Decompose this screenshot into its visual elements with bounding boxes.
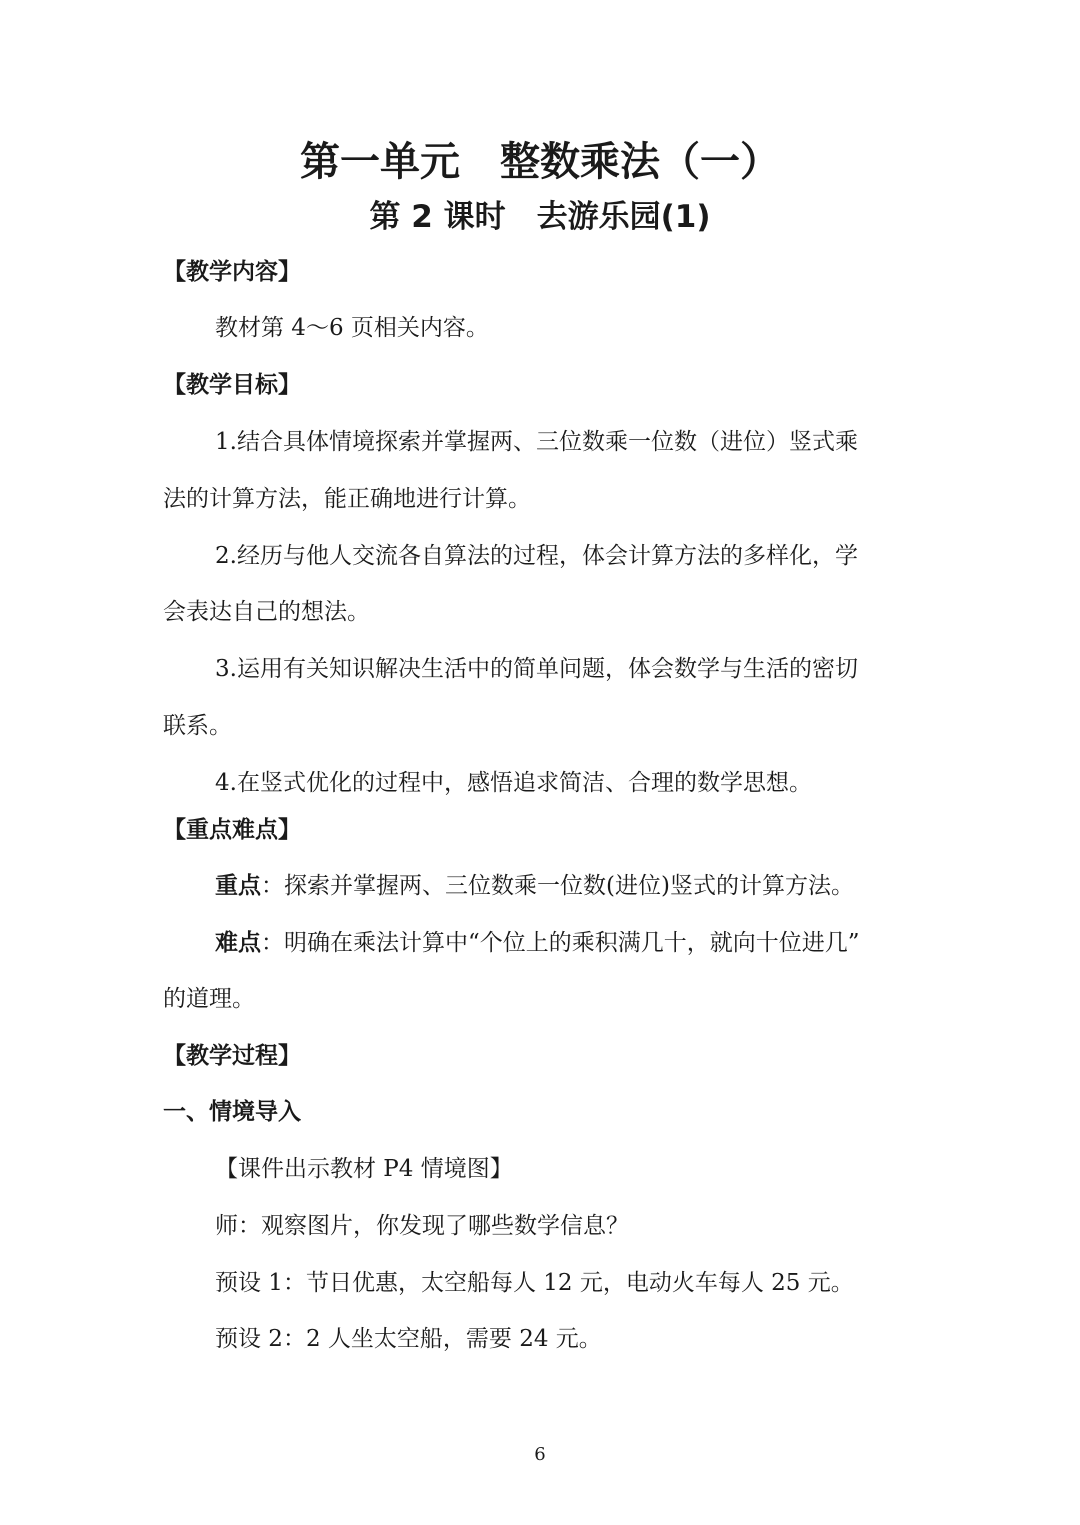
step-1-heading: 一、情境导入 [163,1099,301,1125]
difficulty-text: ：明确在乘法计算中“个位上的乘积满几十，就向十位进几” [261,930,860,956]
goal-3-line-2: 联系。 [163,713,232,739]
key-label: 重点 [215,873,261,899]
goals-heading: 【教学目标】 [163,372,301,398]
goal-2-line-2: 会表达自己的想法。 [163,599,370,625]
page-number: 6 [534,1444,546,1465]
key-heading: 【重点难点】 [163,817,301,843]
difficulty-point [215,928,860,958]
goal-1-line-2: 法的计算方法，能正确地进行计算。 [163,486,531,512]
goal-3-line-1: 3.运用有关知识解决生活中的简单问题，体会数学与生活的密切 [215,656,858,682]
teacher-question: 师：观察图片，你发现了哪些数学信息？ [215,1213,629,1239]
key-point [215,871,854,901]
content-text: 教材第 4～6 页相关内容。 [215,315,489,341]
lesson-subtitle: 第 2 课时 去游乐园(1) [369,199,711,235]
goal-4: 4.在竖式优化的过程中，感悟追求简洁、合理的数学思想。 [215,770,812,796]
preset-2: 预设 2：2 人坐太空船，需要 24 元。 [215,1326,602,1352]
goal-2-line-1: 2.经历与他人交流各自算法的过程，体会计算方法的多样化，学 [215,543,858,569]
goal-1-line-1: 1.结合具体情境探索并掌握两、三位数乘一位数（进位）竖式乘 [215,429,858,455]
preset-1: 预设 1：节日优惠，太空船每人 12 元，电动火车每人 25 元。 [215,1270,854,1296]
difficulty-text-line-2: 的道理。 [163,986,255,1012]
content-heading: 【教学内容】 [163,259,301,285]
process-heading: 【教学过程】 [163,1043,301,1069]
difficulty-label: 难点 [215,930,261,956]
key-text: ：探索并掌握两、三位数乘一位数(进位)竖式的计算方法。 [261,873,854,899]
courseware-note: 【课件出示教材 P4 情境图】 [215,1156,513,1182]
unit-title: 第一单元 整数乘法（一） [300,139,780,185]
